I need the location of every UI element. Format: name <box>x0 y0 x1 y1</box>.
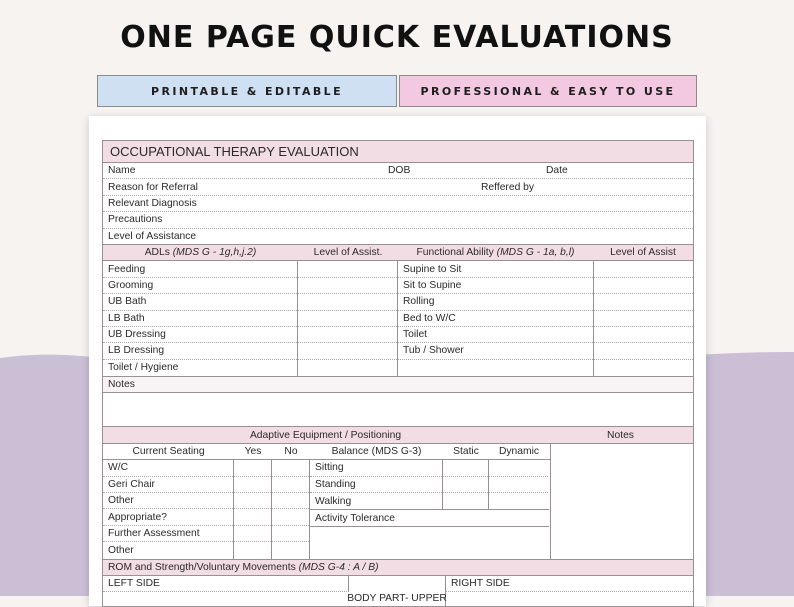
info-row-name <box>103 163 693 179</box>
info-row-precautions <box>103 212 693 228</box>
adl-header-level: Level of Assist. <box>313 247 383 259</box>
left-side-label: LEFT SIDE <box>103 576 349 592</box>
seating-item: Other <box>103 493 233 509</box>
equipment-notes-label: Notes <box>607 429 634 441</box>
adl-item: Toilet / Hygiene <box>108 362 179 374</box>
adl-items <box>103 261 298 376</box>
evaluation-paper <box>89 116 706 606</box>
func-item: Supine to Sit <box>398 261 593 277</box>
reason-label: Reason for Referral <box>108 181 198 193</box>
printable-banner: PRINTABLE & EDITABLE <box>97 75 397 107</box>
equipment-grid <box>103 444 693 560</box>
name-label: Name <box>108 165 136 177</box>
adl-header <box>103 245 693 261</box>
yes-column <box>234 460 272 558</box>
rom-header: ROM and Strength/Voluntary Movements (MDS G-4 : A / B) <box>103 560 693 576</box>
adl-item: LB Bath <box>103 311 297 327</box>
adl-item: UB Bath <box>103 294 297 310</box>
no-column <box>272 460 310 558</box>
adl-item: Feeding <box>103 261 297 277</box>
adl-notes-area <box>103 393 693 427</box>
equipment-subheader <box>103 444 550 460</box>
right-side-label: RIGHT SIDE <box>446 576 693 592</box>
adl-level-column <box>298 261 398 376</box>
seating-item: Geri Chair <box>103 477 233 493</box>
func-item: Bed to W/C <box>398 311 593 327</box>
func-header-label: Functional Ability (MDS G - 1a, b,l) <box>416 247 575 259</box>
func-item: Toilet <box>398 327 593 343</box>
rom-subheader <box>103 576 693 606</box>
precautions-label: Precautions <box>108 214 163 226</box>
adl-header-label: ADLs (MDS G - 1g,h,j.2) <box>144 247 257 259</box>
equipment-notes-area <box>551 444 693 559</box>
balance-item: Standing <box>310 477 442 493</box>
equipment-header <box>103 427 693 443</box>
seating-item: Appropriate? <box>103 509 233 525</box>
func-item <box>398 360 593 376</box>
form-title: OCCUPATIONAL THERAPY EVALUATION <box>103 141 693 163</box>
activity-tolerance: Activity Tolerance <box>310 510 549 526</box>
info-row-level <box>103 229 693 245</box>
dynamic-header: Dynamic <box>498 446 540 458</box>
yes-header: Yes <box>244 446 262 458</box>
func-item: Sit to Supine <box>398 278 593 294</box>
seating-item: Other <box>108 544 134 556</box>
dob-label: DOB <box>388 165 411 177</box>
balance-item: Walking <box>315 495 352 507</box>
seating-item: W/C <box>103 460 233 476</box>
balance-block <box>310 460 549 558</box>
equipment-header-label: Adaptive Equipment / Positioning <box>249 429 402 441</box>
seating-item: Further Assessment <box>103 526 233 542</box>
adl-item: Grooming <box>103 278 297 294</box>
adl-item: LB Dressing <box>103 343 297 359</box>
headline: ONE PAGE QUICK EVALUATIONS <box>120 20 674 55</box>
level-label: Level of Assistance <box>108 230 197 242</box>
adl-item: UB Dressing <box>103 327 297 343</box>
adl-notes-label: Notes <box>103 377 693 393</box>
static-header: Static <box>453 446 479 458</box>
func-item: Rolling <box>398 294 593 310</box>
referred-by-label: Reffered by <box>481 181 535 193</box>
diagnosis-label: Relevant Diagnosis <box>108 197 197 209</box>
func-items <box>398 261 594 376</box>
body-part-label: BODY PART- UPPER <box>349 576 446 606</box>
no-header: No <box>284 446 298 458</box>
professional-banner: PROFESSIONAL & EASY TO USE <box>399 75 697 107</box>
adl-grid <box>103 261 693 377</box>
func-item: Tub / Shower <box>398 343 593 359</box>
seating-header: Current Seating <box>132 446 205 458</box>
seating-items <box>103 460 234 558</box>
func-header-level: Level of Assist <box>610 247 676 259</box>
balance-header: Balance (MDS G-3) <box>331 446 422 458</box>
info-row-diagnosis <box>103 196 693 212</box>
equipment-left <box>103 444 551 559</box>
date-label: Date <box>546 165 568 177</box>
func-level-column <box>594 261 693 376</box>
balance-item: Sitting <box>310 460 442 476</box>
evaluation-form <box>102 140 694 607</box>
info-row-referral <box>103 179 693 195</box>
